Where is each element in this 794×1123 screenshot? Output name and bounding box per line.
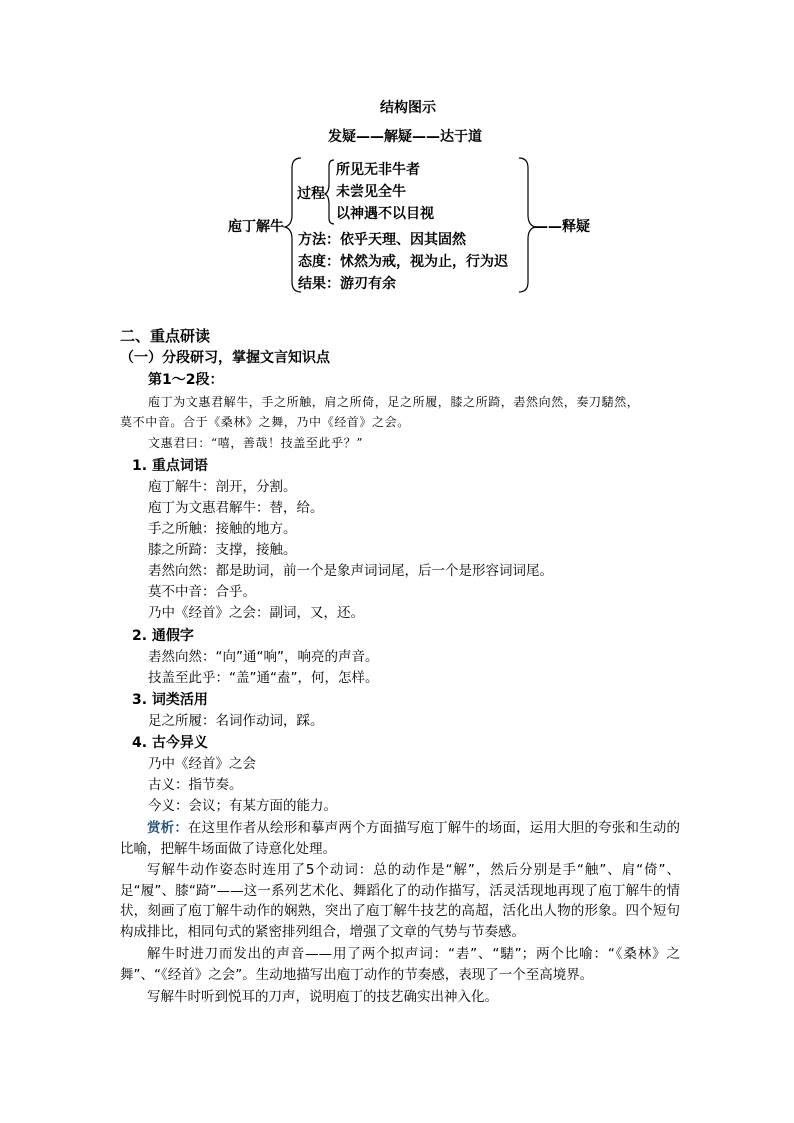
process-brace: [325, 160, 334, 224]
paragraph-label: 第1～2段：: [148, 372, 224, 388]
key-words-heading: 1. 重点词语: [132, 458, 208, 474]
diagram-result: 结果：游刃有余: [298, 276, 396, 292]
list-item: 庖丁解牛：剖开，分割。: [148, 479, 297, 495]
appreciation-paragraph-4: 写解牛时听到悦耳的刀声，说明庖丁的技艺确实出神入化。: [147, 989, 498, 1005]
diagram-method: 方法：依乎天理、因其固然: [298, 232, 466, 248]
tongjia-heading: 2. 通假字: [132, 628, 194, 644]
list-item: 莫不中音：合乎。: [148, 584, 256, 600]
list-item: 砉然向然：“向”通“响”，响亮的声音。: [148, 649, 379, 665]
list-item: 膝之所踦：支撑，接触。: [148, 542, 297, 558]
gujin-heading: 4. 古今异义: [132, 735, 208, 751]
diagram-root: 庖丁解牛: [228, 219, 284, 235]
cilei-heading: 3. 词类活用: [132, 692, 208, 708]
list-item: 古义：指节奏。: [148, 777, 243, 793]
diagram-attitude: 态度：怵然为戒，视为止，行为迟: [298, 254, 508, 270]
appreciation-paragraph-1: 赏析：在这里作者从绘形和摹声两个方面描写庖丁解牛的场面，运用大胆的夸张和生动的比喻，把解牛场面做了诗意化处理。: [120, 820, 681, 857]
list-item: 今义：会议；有某方面的能力。: [148, 798, 337, 814]
original-text-line: 文惠君曰：“嘻，善哉！技盖至此乎？”: [148, 436, 364, 450]
right-brace: [519, 158, 535, 292]
diagram-flow: 发疑——解疑——达于道: [328, 129, 482, 145]
list-item: 乃中《经首》之会：副词，又，还。: [148, 605, 364, 621]
appreciation-paragraph-3: 解牛时进刀而发出的声音——用了两个拟声词：“砉”、“騞”；两个比喻：“《桑林》之舞”、“《经首》之会”。生动地描写出庖丁动作的节奏感，表现了一个至高境界。: [120, 946, 680, 983]
list-item: 足之所履：名词作动词，踩。: [148, 713, 324, 729]
diagram-title: 结构图示: [380, 100, 436, 116]
process-item: 以神遇不以目视: [336, 206, 434, 222]
original-text-line: 庖丁为文惠君解牛，手之所触，肩之所倚，足之所履，膝之所踦，砉然向然，奏刀騞然，: [148, 395, 640, 409]
appreciation-paragraph-2: 写解牛动作姿态时连用了5个动词：总的动作是“解”，然后分别是手“触”、肩“倚”、足“履”、膝“踦”——这一系列艺术化、舞蹈化了的动作描写，活灵活现地再现了庖丁解牛的情状，刻画了庖丁解牛动作的娴熟，突出了庖丁解牛技艺的高超，活化出人物的形象。四个短句构成排比，相同句式的紧密排列组合，增强了文章的气势与节奏感。: [120, 862, 680, 940]
list-item: 乃中《经首》之会: [148, 756, 256, 772]
process-item: 未尝见全牛: [336, 184, 406, 200]
process-label: 过程: [297, 186, 325, 202]
subsection-heading: （一）分段研习，掌握文言知识点: [120, 350, 330, 366]
diagram-conclusion: ——释疑: [534, 219, 590, 235]
section-heading: 二、重点研读: [120, 327, 211, 345]
appreciation-label: 赏析：: [147, 820, 189, 836]
list-item: 手之所触：接触的地方。: [148, 521, 297, 537]
process-item: 所见无非牛者: [336, 162, 420, 178]
list-item: 技盖至此乎：“盖”通“盍”，何，怎样。: [148, 670, 379, 686]
list-item: 庖丁为文惠君解牛：替，给。: [148, 500, 324, 516]
list-item: 砉然向然：都是助词，前一个是象声词词尾，后一个是形容词词尾。: [148, 563, 553, 579]
original-text-line: 莫不中音。合于《桑林》之舞，乃中《经首》之会。: [120, 415, 410, 429]
